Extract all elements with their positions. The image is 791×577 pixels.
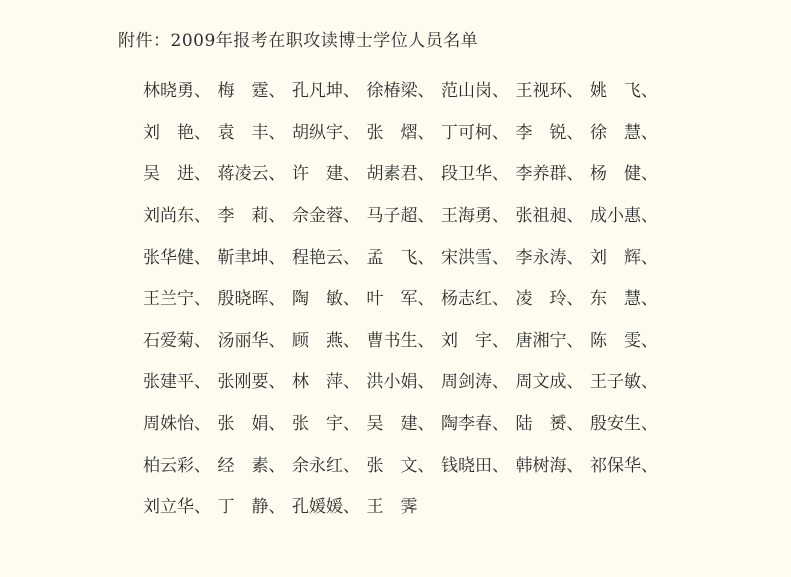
name-entry: 李 养 群 、	[515, 164, 584, 185]
name-row	[143, 193, 683, 235]
name-entry: 李 永 涛 、	[515, 247, 584, 268]
name-entry: 徐 慧 、	[590, 122, 658, 143]
name-entry: 柏 云 彩 、	[143, 455, 211, 476]
name-entry: 周 姝 怡 、	[143, 414, 211, 435]
name-row	[143, 151, 683, 193]
name-entry: 马 子 超 、	[366, 206, 435, 227]
name-entry: 余 永 红 、	[292, 455, 360, 476]
name-row	[143, 484, 683, 526]
name-row	[143, 318, 683, 360]
name-row	[143, 68, 683, 110]
name-entry: 李 锐 、	[515, 122, 584, 143]
name-entry: 林 晓 勇 、	[143, 81, 211, 102]
name-entry: 吴 进 、	[143, 164, 211, 185]
name-entry: 凌 玲 、	[515, 289, 584, 310]
name-entry: 杨 健 、	[590, 164, 658, 185]
name-entry: 刘 宇 、	[441, 330, 509, 351]
name-entry: 段 卫 华 、	[441, 164, 509, 185]
name-entry: 王 子 敏 、	[590, 372, 658, 393]
name-row	[143, 359, 683, 401]
name-entry: 李 莉 、	[217, 206, 286, 227]
name-entry: 林 萍 、	[292, 372, 360, 393]
name-entry: 陶 敏 、	[292, 289, 360, 310]
name-entry: 靳 聿 坤 、	[217, 247, 286, 268]
name-entry: 唐 湘 宁 、	[515, 330, 584, 351]
name-entry: 陈 雯 、	[590, 330, 658, 351]
name-entry: 张 宇 、	[292, 414, 360, 435]
name-entry: 姚 飞 、	[590, 81, 658, 102]
name-list	[143, 68, 683, 526]
name-entry: 蒋 凌 云 、	[217, 164, 286, 185]
name-entry: 王 视 环 、	[515, 81, 584, 102]
page-title: 附件：2009年报考在职攻读博士学位人员名单	[118, 31, 479, 51]
name-entry: 孟 飞 、	[366, 247, 435, 268]
name-entry: 张 祖 昶 、	[515, 206, 584, 227]
name-entry: 张 文 、	[366, 455, 435, 476]
name-entry: 张 熠 、	[366, 122, 435, 143]
name-entry: 东 慧 、	[590, 289, 658, 310]
name-entry: 佘 金 蓉 、	[292, 206, 360, 227]
name-entry: 周 文 成 、	[515, 372, 584, 393]
name-entry: 殷 安 生 、	[590, 414, 658, 435]
name-entry: 王 霁	[366, 497, 418, 518]
name-entry: 徐 椿 梁 、	[366, 81, 435, 102]
name-entry: 经 素 、	[217, 455, 286, 476]
name-entry: 丁 可 柯 、	[441, 122, 509, 143]
name-row	[143, 442, 683, 484]
name-entry: 杨 志 红 、	[441, 289, 509, 310]
name-entry: 孔 媛 媛 、	[292, 497, 360, 518]
name-entry: 胡 素 君 、	[366, 164, 435, 185]
name-entry: 陆 赟 、	[515, 414, 584, 435]
name-entry: 吴 建 、	[366, 414, 435, 435]
name-entry: 韩 树 海 、	[515, 455, 584, 476]
name-entry: 王 海 勇 、	[441, 206, 509, 227]
name-entry: 陶 李 春 、	[441, 414, 509, 435]
name-entry: 宋 洪 雪 、	[441, 247, 509, 268]
name-entry: 曹 书 生 、	[366, 330, 435, 351]
name-row	[143, 110, 683, 152]
name-entry: 殷 晓 晖 、	[217, 289, 286, 310]
name-entry: 汤 丽 华 、	[217, 330, 286, 351]
name-entry: 石 爱 菊 、	[143, 330, 211, 351]
name-entry: 刘 艳 、	[143, 122, 211, 143]
name-entry: 梅 霆 、	[217, 81, 286, 102]
name-entry: 刘 尚 东 、	[143, 206, 211, 227]
name-entry: 周 剑 涛 、	[441, 372, 509, 393]
name-entry: 王 兰 宁 、	[143, 289, 211, 310]
name-entry: 范 山 岗 、	[441, 81, 509, 102]
name-entry: 张 刚 要 、	[217, 372, 286, 393]
name-entry: 张 娟 、	[217, 414, 286, 435]
name-entry: 祁 保 华 、	[590, 455, 658, 476]
name-entry: 丁 静 、	[217, 497, 286, 518]
name-row	[143, 276, 683, 318]
name-entry: 胡 纵 宇 、	[292, 122, 360, 143]
name-entry: 孔 凡 坤 、	[292, 81, 360, 102]
name-entry: 刘 辉 、	[590, 247, 658, 268]
name-entry: 成 小 惠 、	[590, 206, 658, 227]
name-entry: 许 建 、	[292, 164, 360, 185]
name-entry: 张 建 平 、	[143, 372, 211, 393]
name-entry: 袁 丰 、	[217, 122, 286, 143]
name-entry: 洪 小 娟 、	[366, 372, 435, 393]
name-entry: 叶 军 、	[366, 289, 435, 310]
name-entry: 顾 燕 、	[292, 330, 360, 351]
name-entry: 程 艳 云 、	[292, 247, 360, 268]
name-row	[143, 234, 683, 276]
name-entry: 刘 立 华 、	[143, 497, 211, 518]
name-entry: 张 华 健 、	[143, 247, 211, 268]
name-entry: 钱 晓 田 、	[441, 455, 509, 476]
name-row	[143, 401, 683, 443]
